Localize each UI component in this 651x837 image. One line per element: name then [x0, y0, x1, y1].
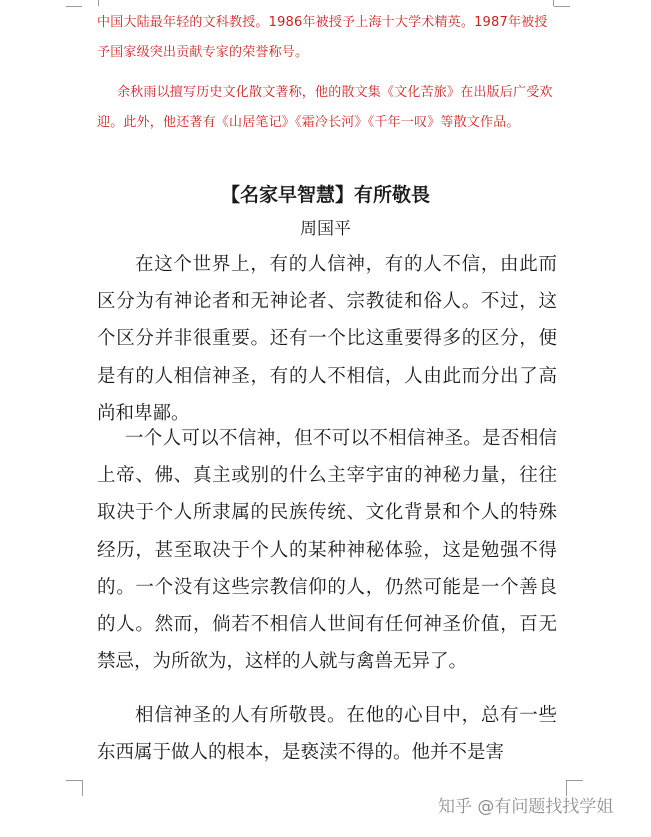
body-paragraph-3: [97, 697, 557, 769]
article-title: 【名家早智慧】有所敬畏: [220, 184, 430, 206]
article-author: 周国平: [300, 219, 351, 239]
intro-paragraph-1: [97, 8, 557, 68]
body-paragraph-text: 一个人可以不信神，但不可以不相信神圣。是否相信上帝、佛、真主或别的什么主宰宇宙的神秘力量，往往取决于个人所隶属的民族传统、文化背景和个人的特殊经历，甚至取决于个人的某种神秘体验，这是勉强不得的。一个没有这些宗教信仰的人，仍然可能是一个善良的人。然而，倘若不相信人世间有任何神圣价值，百无禁忌，为所欲为，这样的人就与禽兽无异了。: [97, 428, 557, 673]
body-paragraph-text: 在这个世界上，有的人信神，有的人不信，由此而区分为有神论者和无神论者、宗教徒和俗人。不过，这个区分并非很重要。还有一个比这重要得多的区分，便是有的人相信神圣，有的人不相信，人由此而分出了高尚和卑鄙。: [97, 254, 557, 424]
crop-mark-top-left: [82, 0, 99, 6]
crop-mark-bottom-left-h: [66, 780, 82, 781]
body-paragraph-2: [97, 420, 557, 680]
intro-paragraph-2: [97, 78, 557, 138]
intro-text-2: 余秋雨以擅写历史文化散文著称，他的散文集《文化苦旅》在出版后广受欢迎。此外，他还著有《山居笔记》《霜冷长河》《千年一叹》等散文作品。: [97, 85, 553, 130]
body-paragraph-text: 相信神圣的人有所敬畏。在他的心目中，总有一些东西属于做人的根本，是亵渎不得的。他并不是害: [97, 705, 557, 764]
crop-mark-bottom-right-h: [567, 780, 583, 781]
crop-mark-bottom-left: [82, 780, 83, 796]
body-paragraph-1: [97, 246, 557, 432]
zhihu-watermark: 知乎 @有问题找找学姐: [438, 797, 614, 817]
crop-mark-top-right-h: [554, 6, 570, 7]
intro-text-1: 中国大陆最年轻的文科教授。1986年被授予上海十大学术精英。1987年被授予国家级突出贡献专家的荣誉称号。: [97, 15, 548, 60]
crop-mark-top-left-h: [66, 6, 82, 7]
